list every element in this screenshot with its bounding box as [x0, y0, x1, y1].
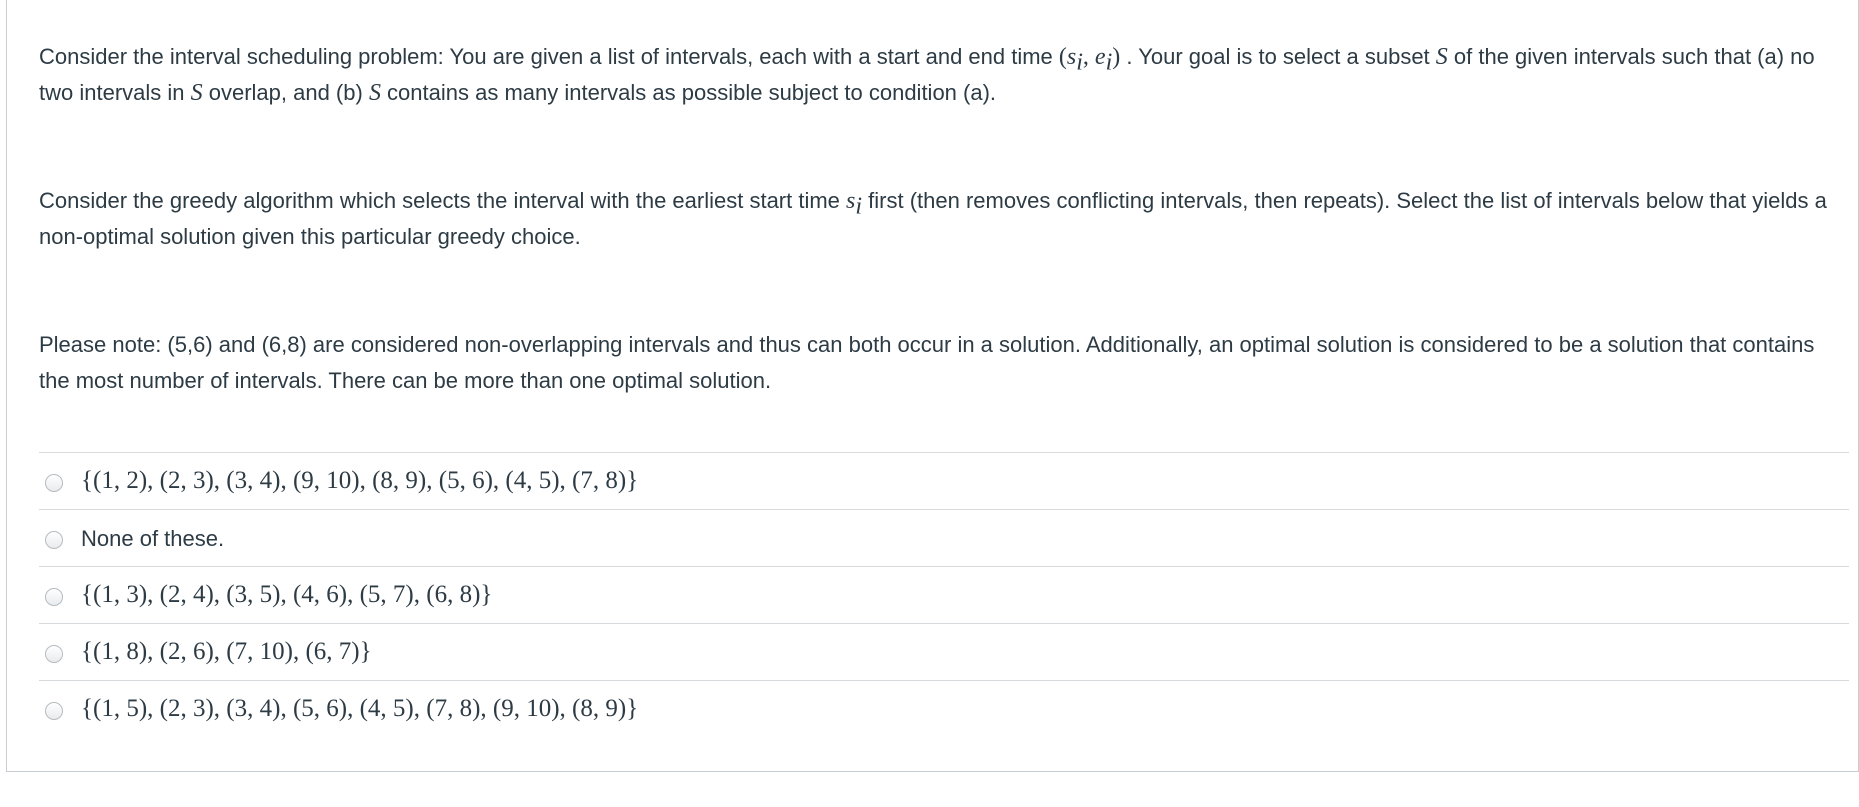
question-panel [6, 0, 1859, 772]
answer-option-1[interactable] [39, 452, 1849, 509]
text: . Your goal is to select a subset [1120, 44, 1436, 69]
answer-option-5[interactable] [39, 680, 1849, 736]
answer-label[interactable]: {(1, 2), (2, 3), (3, 4), (9, 10), (8, 9), (5, 6), (4, 5), (7, 8)} [81, 467, 639, 494]
math-sub-i: i [1105, 49, 1113, 76]
text: first (then removes conflicting intervals, then repeats). Select the list of intervals below that yields a non-optimal solution given this particular greedy choice. [39, 188, 1827, 249]
question-paragraph-3: Please note: (5,6) and (6,8) are considered non-overlapping intervals and thus can both occur in a solution. Additionally, an optimal solution is considered to be a solution that contains the most number of intervals. There can be more than one optimal solution. [39, 332, 1815, 393]
text: Consider the interval scheduling problem: You are given a list of intervals, each with a start and end time [39, 44, 1059, 69]
question-paragraph-2 [39, 183, 1846, 255]
math-var-s: s [1066, 44, 1077, 70]
radio-button[interactable] [45, 588, 63, 606]
answer-label[interactable]: None of these. [81, 526, 225, 551]
text: contains as many intervals as possible subject to condition (a). [380, 80, 997, 105]
answer-option-2[interactable] [39, 509, 1849, 566]
text: overlap, and (b) [202, 80, 369, 105]
math-sub-i: i [1076, 49, 1083, 76]
math-paren: ( [1058, 44, 1067, 70]
math-var-e: e [1094, 44, 1106, 70]
math-var-s: s [846, 188, 856, 214]
answer-label[interactable]: {(1, 5), (2, 3), (3, 4), (5, 6), (4, 5), (7, 8), (9, 10), (8, 9)} [81, 695, 639, 722]
radio-button[interactable] [45, 702, 63, 720]
math-paren: ) [1112, 44, 1121, 70]
text: Consider the greedy algorithm which selects the interval with the earliest start time [39, 188, 847, 213]
math-var-S: S [1435, 44, 1448, 70]
text: of the given intervals such that (a) no two intervals in [39, 44, 1815, 105]
math-var-S: S [190, 80, 203, 106]
question-paragraph-1 [39, 39, 1846, 111]
answer-option-3[interactable] [39, 566, 1849, 623]
math-sub-i: i [855, 193, 863, 220]
radio-button[interactable] [45, 645, 63, 663]
answer-label[interactable]: {(1, 3), (2, 4), (3, 5), (4, 6), (5, 7), (6, 8)} [81, 581, 493, 608]
radio-button[interactable] [45, 531, 63, 549]
math-var-S: S [368, 80, 381, 106]
math-comma: , [1082, 44, 1095, 70]
radio-button[interactable] [45, 474, 63, 492]
answer-list [39, 452, 1849, 736]
answer-label[interactable]: {(1, 8), (2, 6), (7, 10), (6, 7)} [81, 638, 372, 665]
answer-option-4[interactable] [39, 623, 1849, 680]
